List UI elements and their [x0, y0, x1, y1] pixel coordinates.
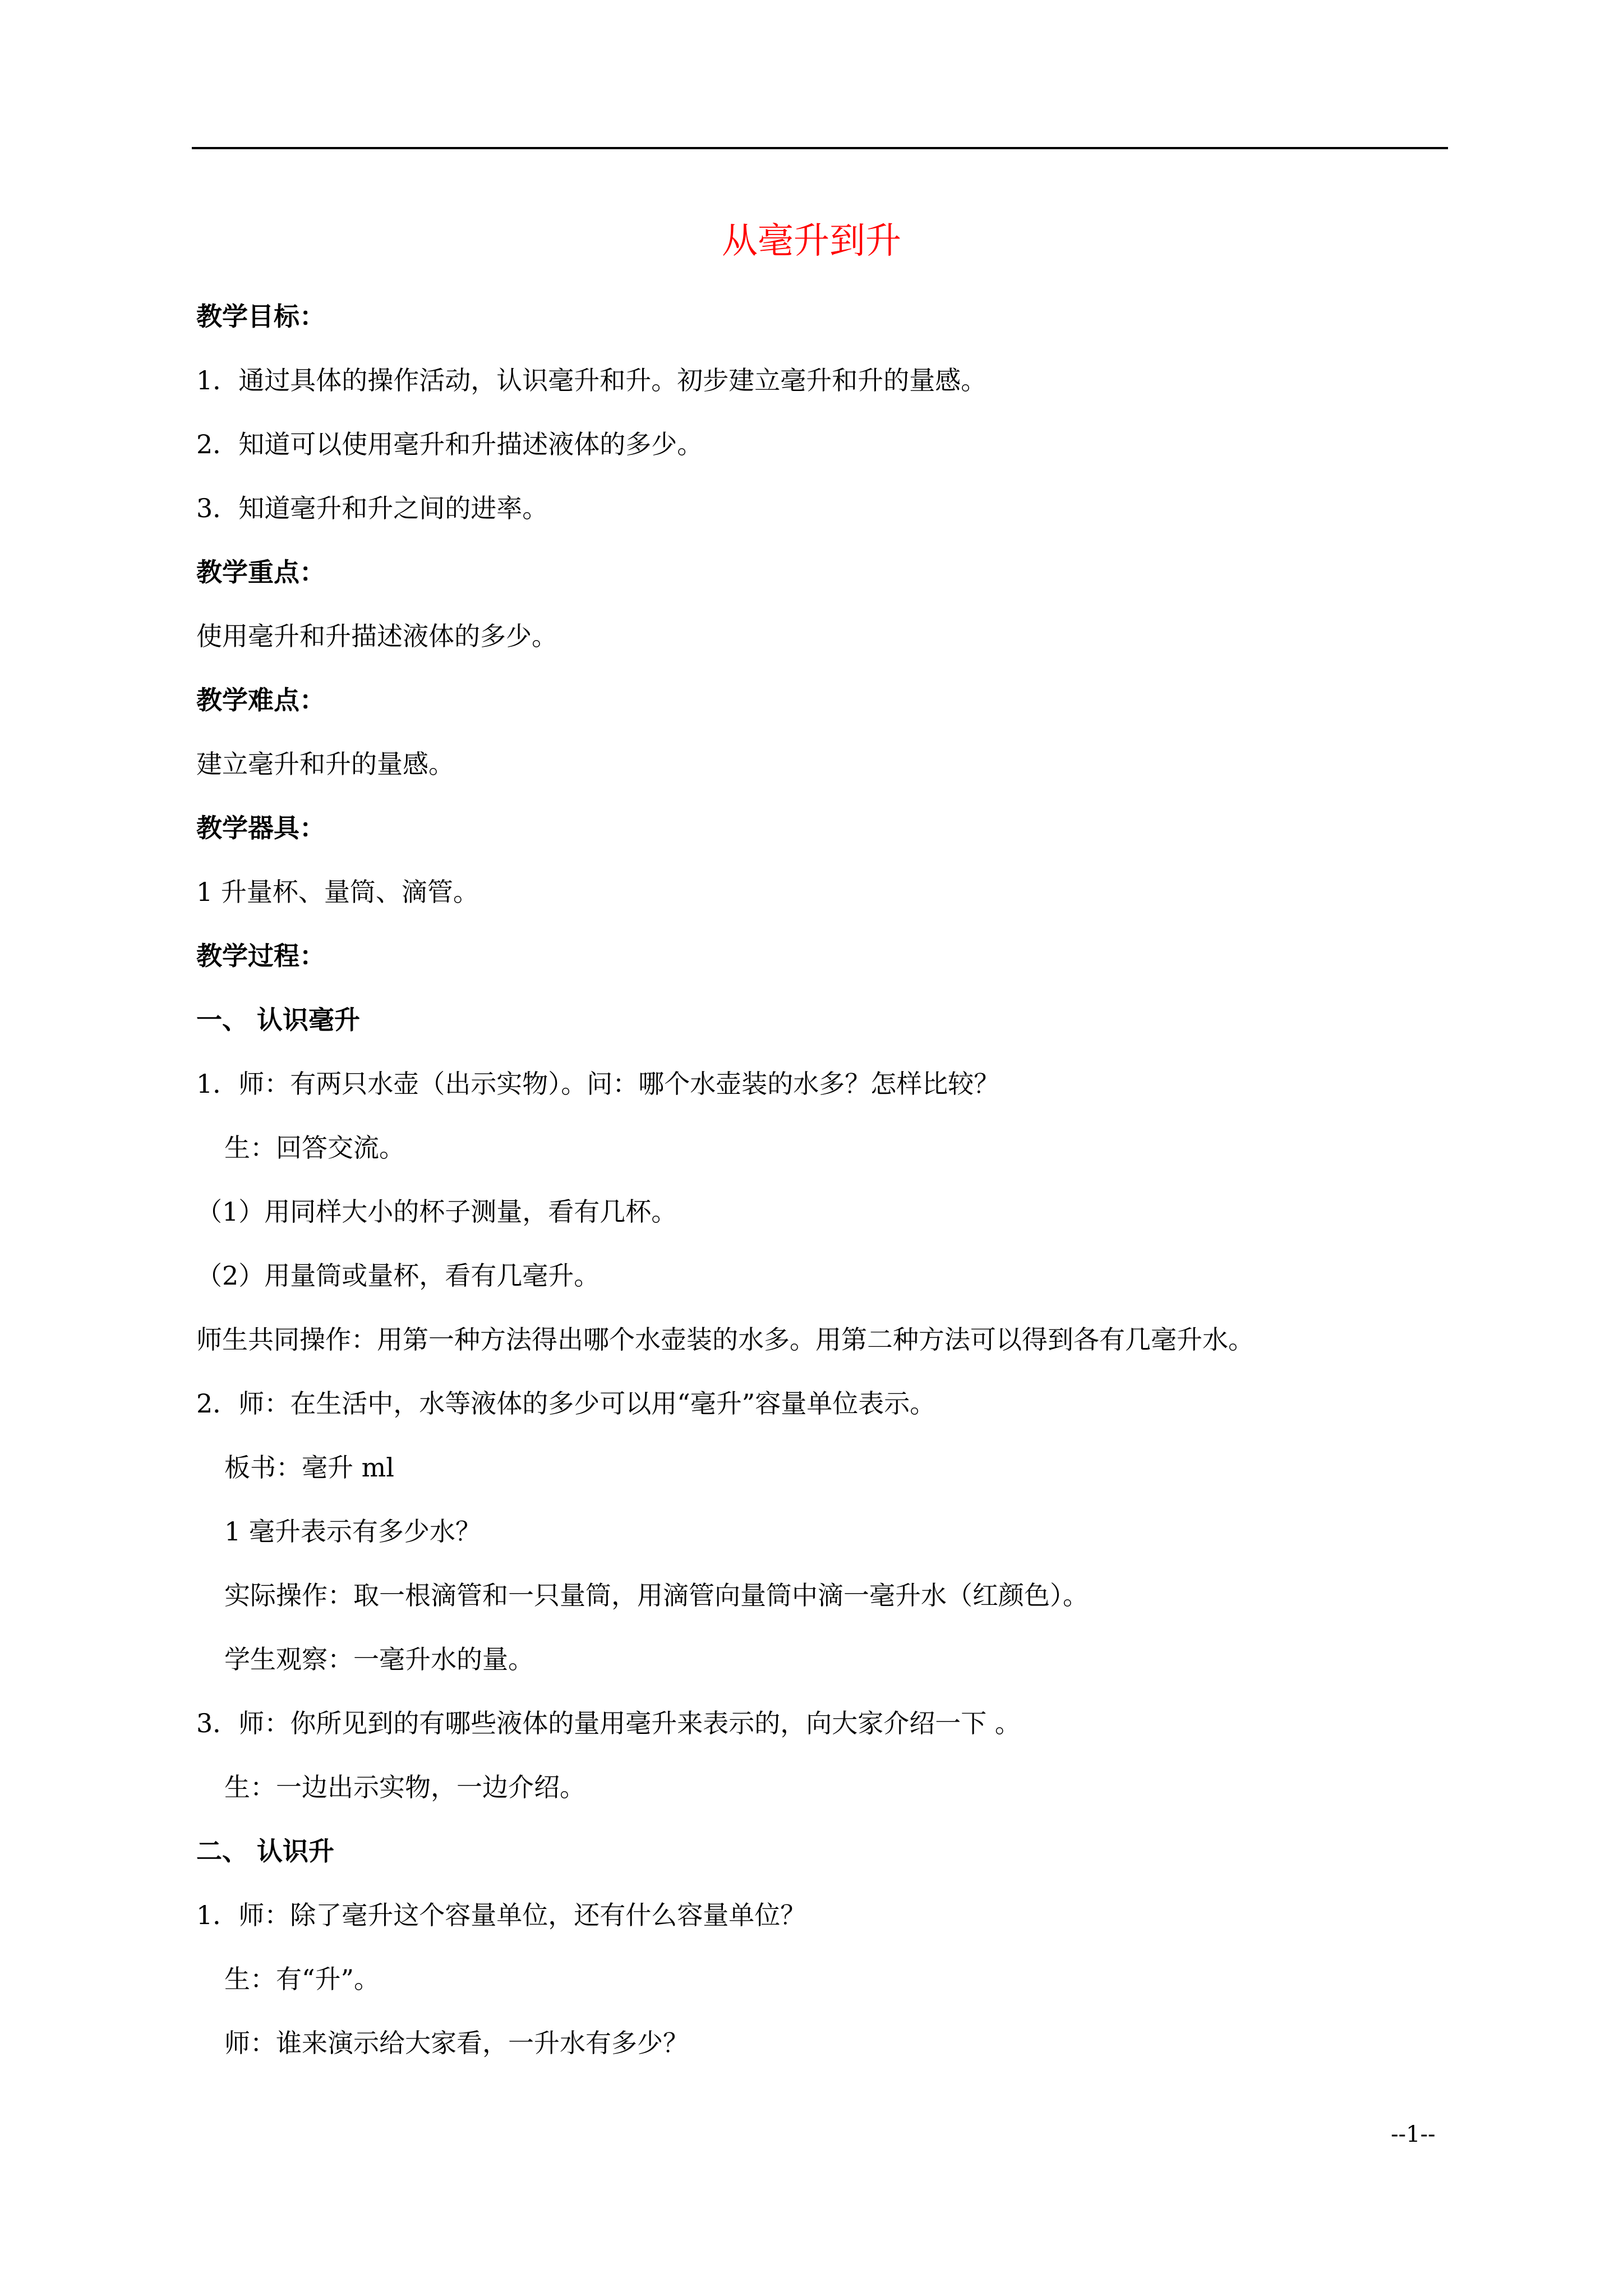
heading-key-points: 教学重点：	[196, 557, 325, 587]
process-paragraph: 学生观察：一毫升水的量。	[224, 1644, 534, 1674]
process-paragraph: （2）用量筒或量杯，看有几毫升。	[196, 1260, 600, 1291]
heading-teaching-process: 教学过程：	[196, 941, 325, 971]
process-paragraph: 生：回答交流。	[224, 1133, 405, 1163]
page-number: --1--	[1391, 2122, 1436, 2147]
section-heading-milliliter: 一、 认识毫升	[196, 1005, 361, 1035]
goal-item-1: 1．通过具体的操作活动，认识毫升和升。初步建立毫升和升的量感。	[196, 365, 987, 395]
process-paragraph: 2．师：在生活中，水等液体的多少可以用“毫升”容量单位表示。	[196, 1388, 936, 1419]
process-paragraph: 1 毫升表示有多少水？	[224, 1516, 481, 1547]
heading-teaching-tools: 教学器具：	[196, 813, 325, 843]
process-paragraph: 师生共同操作：用第一种方法得出哪个水壶装的水多。用第二种方法可以得到各有几毫升水。	[196, 1324, 1254, 1355]
header-rule	[192, 147, 1448, 149]
heading-difficulties: 教学难点：	[196, 685, 325, 715]
section-heading-liter: 二、 认识升	[196, 1836, 335, 1866]
key-points-text: 使用毫升和升描述液体的多少。	[196, 621, 557, 651]
process-paragraph: 3．师：你所见到的有哪些液体的量用毫升来表示的，向大家介绍一下 。	[196, 1708, 1021, 1738]
goal-item-2: 2．知道可以使用毫升和升描述液体的多少。	[196, 429, 703, 459]
document-title: 从毫升到升	[722, 220, 901, 262]
goal-item-3: 3．知道毫升和升之间的进率。	[196, 493, 548, 523]
teaching-tools-text: 1 升量杯、量筒、滴管。	[196, 877, 479, 907]
process-paragraph: 实际操作：取一根滴管和一只量筒，用滴管向量筒中滴一毫升水（红颜色）。	[224, 1580, 1089, 1611]
heading-teaching-goals: 教学目标：	[196, 301, 325, 332]
process-paragraph: 生：有“升”。	[224, 1964, 380, 1994]
process-paragraph: （1）用同样大小的杯子测量，看有几杯。	[196, 1197, 677, 1227]
process-paragraph: 生：一边出示实物，一边介绍。	[224, 1772, 585, 1802]
process-paragraph: 1．师：除了毫升这个容量单位，还有什么容量单位？	[196, 1900, 806, 1930]
process-paragraph: 师：谁来演示给大家看，一升水有多少？	[224, 2028, 689, 2058]
process-paragraph: 1．师：有两只水壶（出示实物）。问：哪个水壶装的水多？怎样比较？	[196, 1069, 1000, 1099]
process-paragraph: 板书：毫升 ml	[224, 1452, 394, 1483]
difficulties-text: 建立毫升和升的量感。	[196, 749, 454, 779]
